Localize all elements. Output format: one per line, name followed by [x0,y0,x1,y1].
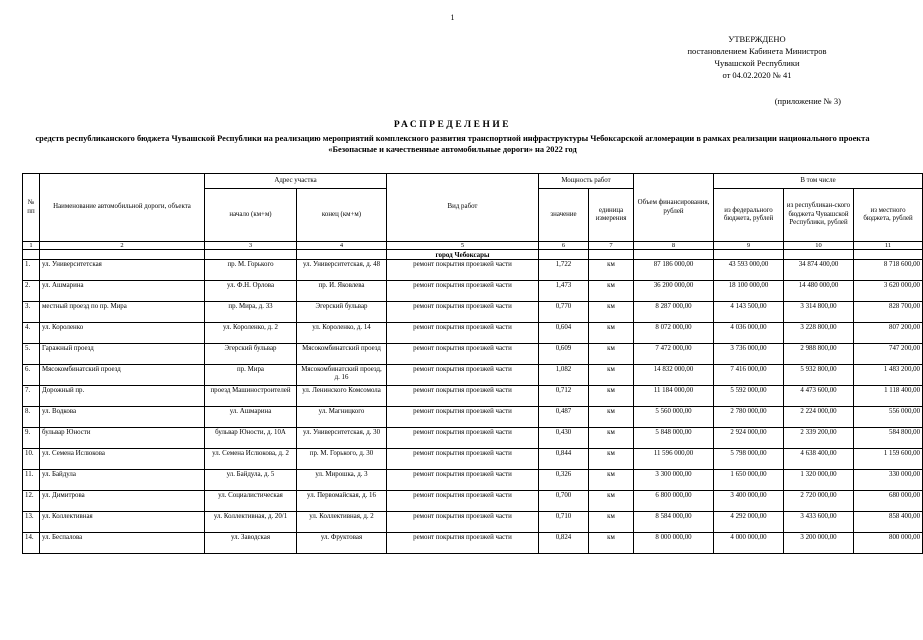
approval-line: от 04.02.2020 № 41 [722,70,792,80]
republic-budget: 2 988 800,00 [784,344,854,365]
federal-budget: 3 736 000,00 [714,344,784,365]
road-name: ул. Университетская [40,260,205,281]
capacity-unit: км [589,344,634,365]
funding-volume: 6 800 000,00 [634,491,714,512]
row-number: 1. [23,260,40,281]
local-budget: 330 000,00 [854,470,923,491]
road-name: Мясокомбинатский проезд [40,365,205,386]
approval-line: постановлением Кабинета Министров [687,46,827,56]
republic-budget: 2 339 200,00 [784,428,854,449]
column-number: 6 [539,242,589,250]
address-end: пр. М. Горького, д. 30 [297,449,387,470]
address-start: бульвар Юности, д. 10А [205,428,297,449]
annex-note: (приложение № 3) [774,96,841,106]
row-number: 4. [23,323,40,344]
capacity-value: 0,824 [539,533,589,554]
table-row [23,491,923,512]
city-row [23,250,923,260]
approval-stamp [657,33,857,81]
funding-volume: 87 186 000,00 [634,260,714,281]
column-number: 2 [40,242,205,250]
address-end: ул. Ленинского Комсомола [297,386,387,407]
header-work-type: Вид работ [387,174,539,242]
header-end: конец (км+м) [297,189,387,242]
republic-budget: 1 320 000,00 [784,470,854,491]
column-number: 3 [205,242,297,250]
work-type: ремонт покрытия проезжей части [387,428,539,449]
capacity-unit: км [589,386,634,407]
capacity-value: 0,710 [539,512,589,533]
work-type: ремонт покрытия проезжей части [387,260,539,281]
funding-volume: 8 287 000,00 [634,302,714,323]
local-budget: 858 400,00 [854,512,923,533]
republic-budget: 3 433 600,00 [784,512,854,533]
address-start: ул. Короленко, д. 2 [205,323,297,344]
capacity-unit: км [589,491,634,512]
table-row [23,281,923,302]
page-number: 1 [450,13,455,22]
capacity-value: 0,326 [539,470,589,491]
address-start: ул. Семена Ислюкова, д. 2 [205,449,297,470]
work-type: ремонт покрытия проезжей части [387,344,539,365]
capacity-unit: км [589,407,634,428]
row-number: 11. [23,470,40,491]
federal-budget: 18 100 000,00 [714,281,784,302]
header-start: начало (км+м) [205,189,297,242]
address-end: Мясокомбинатский проезд, д. 16 [297,365,387,386]
republic-budget: 2 224 000,00 [784,407,854,428]
capacity-value: 0,712 [539,386,589,407]
capacity-unit: км [589,365,634,386]
header-unit: единица измерения [589,189,634,242]
federal-budget: 5 798 000,00 [714,449,784,470]
row-number: 7. [23,386,40,407]
work-type: ремонт покрытия проезжей части [387,407,539,428]
capacity-unit: км [589,281,634,302]
header-local: из местного бюджета, рублей [854,189,923,242]
road-name: ул. Димитрова [40,491,205,512]
federal-budget: 4 036 000,00 [714,323,784,344]
capacity-unit: км [589,260,634,281]
federal-budget: 4 143 500,00 [714,302,784,323]
capacity-value: 1,722 [539,260,589,281]
federal-budget: 4 000 000,00 [714,533,784,554]
federal-budget: 2 780 000,00 [714,407,784,428]
distribution-table [22,173,923,554]
work-type: ремонт покрытия проезжей части [387,449,539,470]
row-number: 12. [23,491,40,512]
column-number: 7 [589,242,634,250]
local-budget: 1 483 200,00 [854,365,923,386]
address-start: ул. Ф.Н. Орлова [205,281,297,302]
road-name: ул. Семена Ислюкова [40,449,205,470]
funding-volume: 8 000 000,00 [634,533,714,554]
table-row [23,323,923,344]
address-start: пр. М. Горького [205,260,297,281]
approval-line: УТВЕРЖДЕНО [728,34,786,44]
column-number: 9 [714,242,784,250]
funding-volume: 7 472 000,00 [634,344,714,365]
address-end: ул. Коллективная, д. 2 [297,512,387,533]
address-end: ул. Университетская, д. 48 [297,260,387,281]
capacity-value: 0,604 [539,323,589,344]
table-row [23,533,923,554]
address-end: Эгерский бульвар [297,302,387,323]
table-row [23,344,923,365]
local-budget: 1 159 600,00 [854,449,923,470]
road-name: ул. Водкова [40,407,205,428]
local-budget: 680 000,00 [854,491,923,512]
address-start: ул. Ашмарина [205,407,297,428]
table-row [23,260,923,281]
road-name: Гаражный проезд [40,344,205,365]
row-number: 5. [23,344,40,365]
table-row [23,512,923,533]
road-name: ул. Короленко [40,323,205,344]
local-budget: 584 800,00 [854,428,923,449]
address-start: проезд Машиностроителей [205,386,297,407]
row-number: 9. [23,428,40,449]
funding-volume: 36 200 000,00 [634,281,714,302]
local-budget: 556 000,00 [854,407,923,428]
local-budget: 800 000,00 [854,533,923,554]
road-name: Дорожный пр. [40,386,205,407]
header-capacity: Мощность работ [539,174,634,189]
row-number: 2. [23,281,40,302]
republic-budget: 34 874 400,00 [784,260,854,281]
capacity-unit: км [589,323,634,344]
column-number: 8 [634,242,714,250]
road-name: бульвар Юности [40,428,205,449]
republic-budget: 5 932 800,00 [784,365,854,386]
capacity-value: 0,770 [539,302,589,323]
table-row [23,449,923,470]
funding-volume: 11 596 000,00 [634,449,714,470]
header-republic: из республикан-ского бюджета Чувашской Республики, рублей [784,189,854,242]
row-number: 14. [23,533,40,554]
table-row [23,386,923,407]
address-start: Эгерский бульвар [205,344,297,365]
federal-budget: 5 592 000,00 [714,386,784,407]
capacity-unit: км [589,470,634,491]
republic-budget: 3 314 800,00 [784,302,854,323]
republic-budget: 14 480 000,00 [784,281,854,302]
funding-volume: 3 300 000,00 [634,470,714,491]
column-number: 10 [784,242,854,250]
column-number: 4 [297,242,387,250]
document-subtitle: средств республиканского бюджета Чувашской Республики на реализацию мероприятий комплексного развития транспортной инфраструктуры Чебоксарской агломерации в рамках реализации национального проекта «Безопасные и качественные автомобильные дороги» на 2022 год [35,134,870,154]
address-end: ул. Мирошка, д. 3 [297,470,387,491]
work-type: ремонт покрытия проезжей части [387,533,539,554]
address-end: ул. Университетская, д. 30 [297,428,387,449]
funding-volume: 14 832 000,00 [634,365,714,386]
funding-volume: 5 848 000,00 [634,428,714,449]
road-name: ул. Беспалова [40,533,205,554]
capacity-unit: км [589,449,634,470]
header-address: Адрес участка [205,174,387,189]
federal-budget: 3 400 000,00 [714,491,784,512]
work-type: ремонт покрытия проезжей части [387,281,539,302]
header-including: В том числе [714,174,923,189]
local-budget: 807 200,00 [854,323,923,344]
federal-budget: 43 593 000,00 [714,260,784,281]
table-row [23,302,923,323]
column-number: 5 [387,242,539,250]
local-budget: 747 200,00 [854,344,923,365]
capacity-unit: км [589,512,634,533]
republic-budget: 2 720 000,00 [784,491,854,512]
header-value: значение [539,189,589,242]
capacity-value: 0,430 [539,428,589,449]
column-number: 1 [23,242,40,250]
header-name: Наименование автомобильной дороги, объекта [40,174,205,242]
document-title: РАСПРЕДЕЛЕНИЕ [393,120,512,130]
funding-volume: 11 184 000,00 [634,386,714,407]
address-start: ул. Социалистическая [205,491,297,512]
republic-budget: 3 200 000,00 [784,533,854,554]
local-budget: 1 118 400,00 [854,386,923,407]
local-budget: 3 620 000,00 [854,281,923,302]
table-row [23,470,923,491]
address-start: ул. Байдула, д. 5 [205,470,297,491]
work-type: ремонт покрытия проезжей части [387,323,539,344]
capacity-value: 0,844 [539,449,589,470]
capacity-unit: км [589,428,634,449]
city-label: город Чебоксары [387,250,539,260]
address-end: ул. Магницкого [297,407,387,428]
column-number: 11 [854,242,923,250]
local-budget: 828 700,00 [854,302,923,323]
table-row [23,428,923,449]
road-name: ул. Байдула [40,470,205,491]
row-number: 6. [23,365,40,386]
road-name: местный проезд по пр. Мира [40,302,205,323]
capacity-value: 0,487 [539,407,589,428]
funding-volume: 5 560 000,00 [634,407,714,428]
work-type: ремонт покрытия проезжей части [387,386,539,407]
header-volume: Объем финансирования, рублей [634,174,714,242]
work-type: ремонт покрытия проезжей части [387,365,539,386]
row-number: 10. [23,449,40,470]
capacity-value: 0,609 [539,344,589,365]
address-start: пр. Мира, д. 33 [205,302,297,323]
address-start: пр. Мира [205,365,297,386]
federal-budget: 1 650 000,00 [714,470,784,491]
address-end: ул. Первомайская, д. 16 [297,491,387,512]
local-budget: 8 718 600,00 [854,260,923,281]
republic-budget: 4 473 600,00 [784,386,854,407]
funding-volume: 8 584 000,00 [634,512,714,533]
row-number: 3. [23,302,40,323]
table-row [23,365,923,386]
column-number-row [23,242,923,250]
work-type: ремонт покрытия проезжей части [387,512,539,533]
work-type: ремонт покрытия проезжей части [387,491,539,512]
road-name: ул. Коллективная [40,512,205,533]
republic-budget: 3 228 800,00 [784,323,854,344]
table-row [23,407,923,428]
address-end: ул. Короленко, д. 14 [297,323,387,344]
federal-budget: 4 292 000,00 [714,512,784,533]
row-number: 13. [23,512,40,533]
address-end: Мясокомбинатский проезд [297,344,387,365]
road-name: ул. Ашмарина [40,281,205,302]
federal-budget: 7 416 000,00 [714,365,784,386]
capacity-value: 1,082 [539,365,589,386]
federal-budget: 2 924 000,00 [714,428,784,449]
funding-volume: 8 072 000,00 [634,323,714,344]
capacity-unit: км [589,533,634,554]
work-type: ремонт покрытия проезжей части [387,302,539,323]
work-type: ремонт покрытия проезжей части [387,470,539,491]
address-end: ул. Фруктовая [297,533,387,554]
address-start: ул. Заводская [205,533,297,554]
republic-budget: 4 638 400,00 [784,449,854,470]
header-federal: из федерального бюджета, рублей [714,189,784,242]
address-end: пр. И. Яковлева [297,281,387,302]
address-start: ул. Коллективная, д. 20/1 [205,512,297,533]
approval-line: Чувашской Республики [714,58,800,68]
capacity-unit: км [589,302,634,323]
header-num: № пп [23,174,40,242]
row-number: 8. [23,407,40,428]
capacity-value: 1,473 [539,281,589,302]
capacity-value: 0,700 [539,491,589,512]
